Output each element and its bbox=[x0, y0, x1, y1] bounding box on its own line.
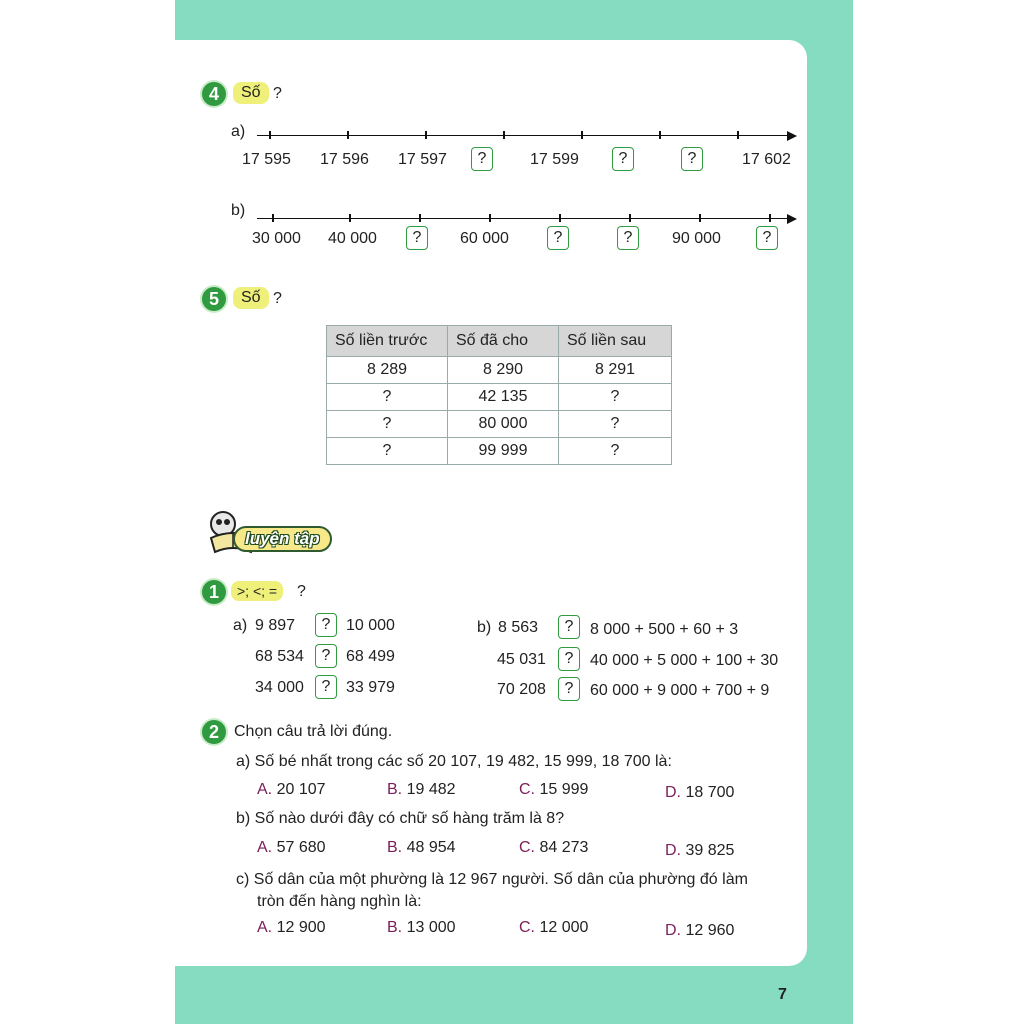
table-cell[interactable]: ? bbox=[559, 438, 672, 465]
exercise-4-badge: 4 bbox=[202, 82, 226, 106]
numberline-b-label: 60 000 bbox=[460, 230, 509, 247]
numberline-b-answer-box[interactable]: ? bbox=[547, 226, 569, 250]
practice-1-mark: ? bbox=[297, 583, 306, 600]
numberline-a-axis bbox=[257, 135, 787, 136]
option-value: 18 700 bbox=[685, 784, 735, 801]
table-header: Số liền trước bbox=[327, 326, 448, 357]
numberline-a-label: 17 597 bbox=[398, 151, 447, 168]
compare-right-expression: 60 000 + 9 000 + 700 + 9 bbox=[590, 682, 770, 699]
practice-1-badge: 1 bbox=[202, 580, 226, 604]
option-letter: A. bbox=[257, 919, 273, 936]
practice-2-badge: 2 bbox=[202, 720, 226, 744]
answer-option[interactable] bbox=[665, 842, 734, 860]
exercise-5-badge: 5 bbox=[202, 287, 226, 311]
answer-option[interactable] bbox=[665, 922, 734, 940]
arrow-right-icon bbox=[787, 131, 797, 141]
question-b-text: b) Số nào dưới đây có chữ số hàng trăm là 8? bbox=[236, 810, 565, 827]
numberline-a-tick bbox=[425, 131, 427, 139]
option-value: 15 999 bbox=[539, 781, 589, 798]
option-letter: B. bbox=[387, 919, 403, 936]
exercise-5-table bbox=[326, 325, 672, 465]
option-letter: D. bbox=[665, 784, 681, 801]
compare-answer-box[interactable]: ? bbox=[558, 677, 580, 701]
option-value: 57 680 bbox=[276, 839, 326, 856]
numberline-a-label: 17 595 bbox=[242, 151, 291, 168]
exercise-5-tag: Số bbox=[233, 287, 269, 309]
option-letter: A. bbox=[257, 839, 273, 856]
compare-right-expression: 8 000 + 500 + 60 + 3 bbox=[590, 621, 739, 638]
option-letter: B. bbox=[387, 781, 403, 798]
option-letter: A. bbox=[257, 781, 273, 798]
numberline-a-tick bbox=[737, 131, 739, 139]
table-cell: 8 289 bbox=[327, 357, 448, 384]
practice-1a-label: a) bbox=[233, 617, 248, 634]
practice-2-title: Chọn câu trả lời đúng. bbox=[234, 723, 393, 740]
table-row bbox=[327, 438, 672, 465]
numberline-a-tick bbox=[347, 131, 349, 139]
compare-left-value: 34 000 bbox=[255, 679, 304, 696]
numberline-a-label: 17 602 bbox=[742, 151, 791, 168]
numberline-a-label: a) bbox=[231, 123, 246, 140]
table-cell[interactable]: ? bbox=[559, 411, 672, 438]
numberline-a-answer-box[interactable]: ? bbox=[681, 147, 703, 171]
table-cell: 8 290 bbox=[448, 357, 559, 384]
numberline-b-tick bbox=[349, 214, 351, 222]
numberline-a-tick bbox=[269, 131, 271, 139]
table-row bbox=[327, 384, 672, 411]
table-header: Số đã cho bbox=[448, 326, 559, 357]
numberline-b-tick bbox=[559, 214, 561, 222]
compare-answer-box[interactable]: ? bbox=[558, 615, 580, 639]
option-value: 39 825 bbox=[685, 842, 735, 859]
numberline-b-tick bbox=[629, 214, 631, 222]
answer-option[interactable] bbox=[257, 839, 326, 857]
numberline-b-label: 40 000 bbox=[328, 230, 377, 247]
table-row bbox=[327, 411, 672, 438]
answer-option[interactable] bbox=[519, 839, 588, 857]
option-letter: C. bbox=[519, 919, 535, 936]
table-cell: 99 999 bbox=[448, 438, 559, 465]
numberline-b-label: b) bbox=[231, 202, 246, 219]
compare-right-value: 33 979 bbox=[346, 679, 395, 696]
option-value: 12 900 bbox=[276, 919, 326, 936]
option-value: 20 107 bbox=[276, 781, 326, 798]
compare-right-value: 68 499 bbox=[346, 648, 395, 665]
option-letter: C. bbox=[519, 839, 535, 856]
compare-answer-box[interactable]: ? bbox=[315, 675, 337, 699]
question-c-text: c) Số dân của một phường là 12 967 người. Số dân của phường đó làm bbox=[236, 871, 748, 888]
answer-option[interactable] bbox=[387, 839, 456, 857]
numberline-b-axis bbox=[257, 218, 787, 219]
numberline-b-answer-box[interactable]: ? bbox=[406, 226, 428, 250]
answer-option[interactable] bbox=[387, 781, 456, 799]
numberline-a-label: 17 596 bbox=[320, 151, 369, 168]
practice-1b-label: b) bbox=[477, 619, 492, 636]
numberline-b-tick bbox=[419, 214, 421, 222]
table-cell: 42 135 bbox=[448, 384, 559, 411]
table-cell[interactable]: ? bbox=[327, 384, 448, 411]
numberline-b-answer-box[interactable]: ? bbox=[617, 226, 639, 250]
option-value: 13 000 bbox=[406, 919, 456, 936]
exercise-4-mark: ? bbox=[273, 85, 282, 102]
numberline-b-tick bbox=[272, 214, 274, 222]
option-letter: B. bbox=[387, 839, 403, 856]
table-row bbox=[327, 357, 672, 384]
answer-option[interactable] bbox=[665, 784, 734, 802]
compare-answer-box[interactable]: ? bbox=[315, 644, 337, 668]
option-value: 19 482 bbox=[406, 781, 456, 798]
numberline-a-tick bbox=[503, 131, 505, 139]
table-header: Số liền sau bbox=[559, 326, 672, 357]
numberline-a-answer-box[interactable]: ? bbox=[612, 147, 634, 171]
numberline-a-answer-box[interactable]: ? bbox=[471, 147, 493, 171]
numberline-a-tick bbox=[659, 131, 661, 139]
option-value: 84 273 bbox=[539, 839, 589, 856]
answer-option[interactable] bbox=[387, 919, 456, 937]
page-number: 7 bbox=[778, 986, 787, 1003]
numberline-b-label: 30 000 bbox=[252, 230, 301, 247]
table-cell[interactable]: ? bbox=[559, 384, 672, 411]
table-cell: 80 000 bbox=[448, 411, 559, 438]
table-cell[interactable]: ? bbox=[327, 411, 448, 438]
exercise-5-mark: ? bbox=[273, 290, 282, 307]
exercise-4-tag: Số bbox=[233, 82, 269, 104]
compare-right-expression: 40 000 + 5 000 + 100 + 30 bbox=[590, 652, 779, 669]
practice-1-tag: >; <; = bbox=[231, 581, 283, 601]
table-cell[interactable]: ? bbox=[327, 438, 448, 465]
answer-option[interactable] bbox=[519, 781, 588, 799]
answer-option[interactable] bbox=[257, 919, 326, 937]
option-letter: D. bbox=[665, 922, 681, 939]
numberline-b-tick bbox=[489, 214, 491, 222]
option-value: 48 954 bbox=[406, 839, 456, 856]
option-value: 12 960 bbox=[685, 922, 735, 939]
table-cell: 8 291 bbox=[559, 357, 672, 384]
section-header bbox=[203, 498, 343, 558]
option-letter: C. bbox=[519, 781, 535, 798]
compare-answer-box[interactable]: ? bbox=[558, 647, 580, 671]
section-title: luyện tập bbox=[233, 526, 332, 552]
compare-left-value: 70 208 bbox=[497, 681, 546, 698]
compare-left-value: 9 897 bbox=[255, 617, 296, 634]
question-c-text-line2: tròn đến hàng nghìn là: bbox=[257, 893, 422, 910]
numberline-a-label: 17 599 bbox=[530, 151, 579, 168]
question-a-text: a) Số bé nhất trong các số 20 107, 19 482, 15 999, 18 700 là: bbox=[236, 753, 672, 770]
compare-left-value: 68 534 bbox=[255, 648, 304, 665]
answer-option[interactable] bbox=[257, 781, 326, 799]
option-letter: D. bbox=[665, 842, 681, 859]
compare-answer-box[interactable]: ? bbox=[315, 613, 337, 637]
arrow-right-icon bbox=[787, 214, 797, 224]
numberline-b-label: 90 000 bbox=[672, 230, 721, 247]
option-value: 12 000 bbox=[539, 919, 589, 936]
numberline-b-tick bbox=[769, 214, 771, 222]
worksheet bbox=[175, 40, 807, 966]
numberline-b-answer-box[interactable]: ? bbox=[756, 226, 778, 250]
compare-left-value: 8 563 bbox=[498, 619, 539, 636]
numberline-b-tick bbox=[699, 214, 701, 222]
answer-option[interactable] bbox=[519, 919, 588, 937]
numberline-a-tick bbox=[581, 131, 583, 139]
compare-left-value: 45 031 bbox=[497, 651, 546, 668]
compare-right-value: 10 000 bbox=[346, 617, 395, 634]
